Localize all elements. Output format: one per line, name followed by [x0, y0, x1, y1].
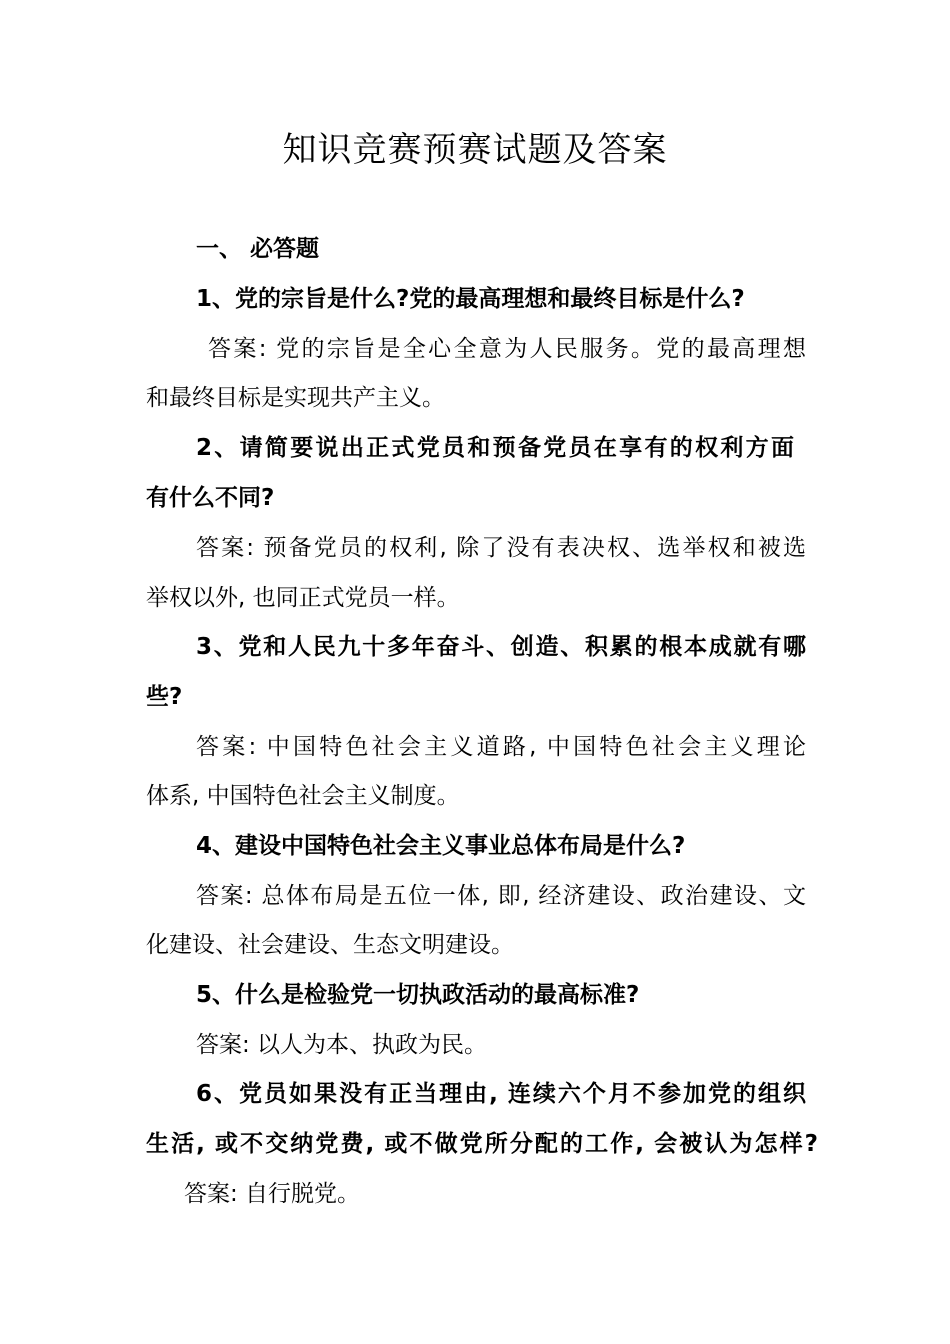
question-1: 1、党的宗旨是什么?党的最高理想和最终目标是什么? — [196, 286, 745, 312]
answer-5: 答案: 以人为本、执政为民。 — [196, 1032, 488, 1058]
answer-4-line-2: 化建设、社会建设、生态文明建设。 — [146, 932, 514, 958]
question-5: 5、什么是检验党一切执政活动的最高标准? — [196, 982, 640, 1008]
question-6-line-1: 6、党员如果没有正当理由, 连续六个月不参加党的组织 — [196, 1081, 806, 1107]
question-6-line-2: 生活, 或不交纳党费, 或不做党所分配的工作, 会被认为怎样? — [146, 1131, 818, 1157]
answer-1-line-2: 和最终目标是实现共产主义。 — [146, 385, 445, 411]
question-2-line-1: 2、请简要说出正式党员和预备党员在享有的权利方面 — [196, 435, 794, 461]
question-2-line-2: 有什么不同? — [146, 485, 275, 511]
section-heading: 一、 必答题 — [196, 236, 320, 262]
answer-2-line-1: 答案: 预备党员的权利, 除了没有表决权、选举权和被选 — [196, 535, 806, 561]
answer-1-line-1: 答案: 党的宗旨是全心全意为人民服务。党的最高理想 — [208, 336, 806, 362]
page-title: 知识竞赛预赛试题及答案 — [282, 130, 668, 170]
answer-3-line-2: 体系, 中国特色社会主义制度。 — [146, 783, 460, 809]
answer-4-line-1: 答案: 总体布局是五位一体, 即, 经济建设、政治建设、文 — [196, 883, 806, 909]
answer-2-line-2: 举权以外, 也同正式党员一样。 — [146, 585, 460, 611]
answer-6: 答案: 自行脱党。 — [184, 1181, 361, 1207]
question-3-line-2: 些? — [146, 684, 183, 710]
answer-3-line-1: 答案: 中国特色社会主义道路, 中国特色社会主义理论 — [196, 734, 806, 760]
question-3-line-1: 3、党和人民九十多年奋斗、创造、积累的根本成就有哪 — [196, 634, 806, 660]
question-4: 4、建设中国特色社会主义事业总体布局是什么? — [196, 833, 686, 859]
